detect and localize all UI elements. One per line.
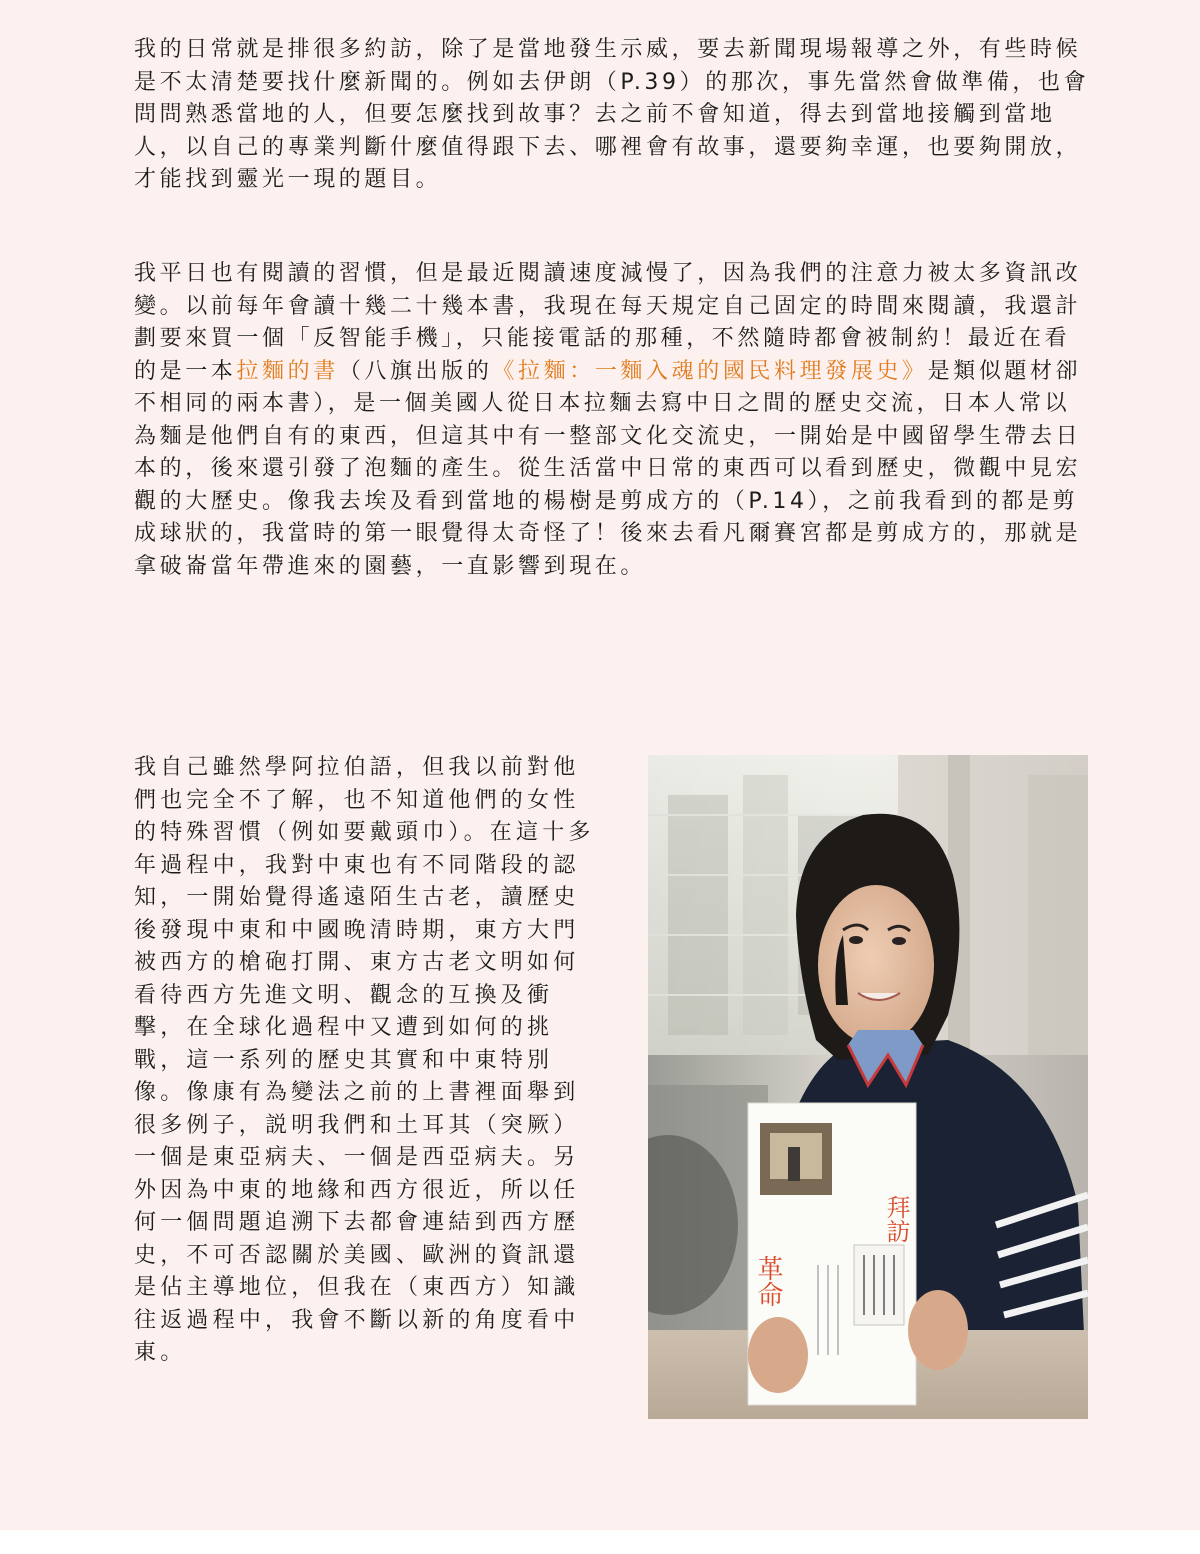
book-title-right: 拜訪 <box>882 1195 910 1243</box>
book-title-vertical: 革命 <box>753 1255 783 1307</box>
highlight-ramen-book: 拉麵的書 <box>236 358 339 384</box>
author-portrait-photo <box>648 755 1088 1419</box>
paragraph-reading-part3: 是類似題材卻不相同的兩本書），是一個美國人從日本拉麵去寫中日之間的歷史交流，日本人常以為麵是他們自有的東西，但這其中有一整部文化交流史，一開始是中國留學生帶去日本的，後來還引發了泡麵的產生。從生活當中日常的東西可以看到歷史，微觀中見宏觀的大歷史。像我去埃及看到當地的楊樹是剪成方的（P.14），之前我看到的都是剪成球狀的，我當時的第一眼覺得太奇怪了！後來去看凡爾賽宮都是剪成方的，那就是拿破崙當年帶進來的園藝，一直影響到現在。 <box>134 358 1082 579</box>
paragraph-reading-part1: 我平日也有閱讀的習慣，但是最近閱讀速度減慢了，因為我們的注意力被太多資訊改變。以前每年會讀十幾二十幾本書，我現在每天規定自己固定的時間來閱讀，我還計劃要來買一個「反智能手機」，只能接電話的那種，不然隨時都會被制約！最近在看的是一本 <box>134 261 1082 384</box>
paragraph-middle-east: 我自己雖然學阿拉伯語，但我以前對他們也完全不了解，也不知道他們的女性的特殊習慣（例如要戴頭巾）。在這十多年過程中，我對中東也有不同階段的認知，一開始覺得遙遠陌生古老，讀歷史後發現中東和中國晚清時期，東方大門被西方的槍砲打開、東方古老文明如何看待西方先進文明、觀念的互換及衝擊，在全球化過程中又遭到如何的挑戰，這一系列的歷史其實和中東特別像。像康有為變法之前的上書裡面舉到很多例子，説明我們和土耳其（突厥）一個是東亞病夫、一個是西亞病夫。另外因為中東的地緣和西方很近，所以任何一個問題追溯下去都會連結到西方歷史，不可否認關於美國、歐洲的資訊還是佔主導地位，但我在（東西方）知識往返過程中，我會不斷以新的角度看中東。 <box>134 755 595 1365</box>
paragraph-reading-part2: （八旗出版的 <box>338 358 493 384</box>
paragraph-daily-work: 我的日常就是排很多約訪，除了是當地發生示威，要去新聞現場報導之外，有些時候是不太清楚要找什麼新聞的。例如去伊朗（P.39）的那次，事先當然會做準備，也會問問熟悉當地的人，但要怎麼找到故事？去之前不會知道，得去到當地接觸到當地人，以自己的專業判斷什麼值得跟下去、哪裡會有故事，還要夠幸運，也要夠開放，才能找到靈光一現的題目。 <box>134 37 1090 192</box>
highlight-ramen-book-title: 《拉麵：一麵入魂的國民料理發展史》 <box>492 358 928 384</box>
paragraph-reading-habits <box>134 258 1094 583</box>
